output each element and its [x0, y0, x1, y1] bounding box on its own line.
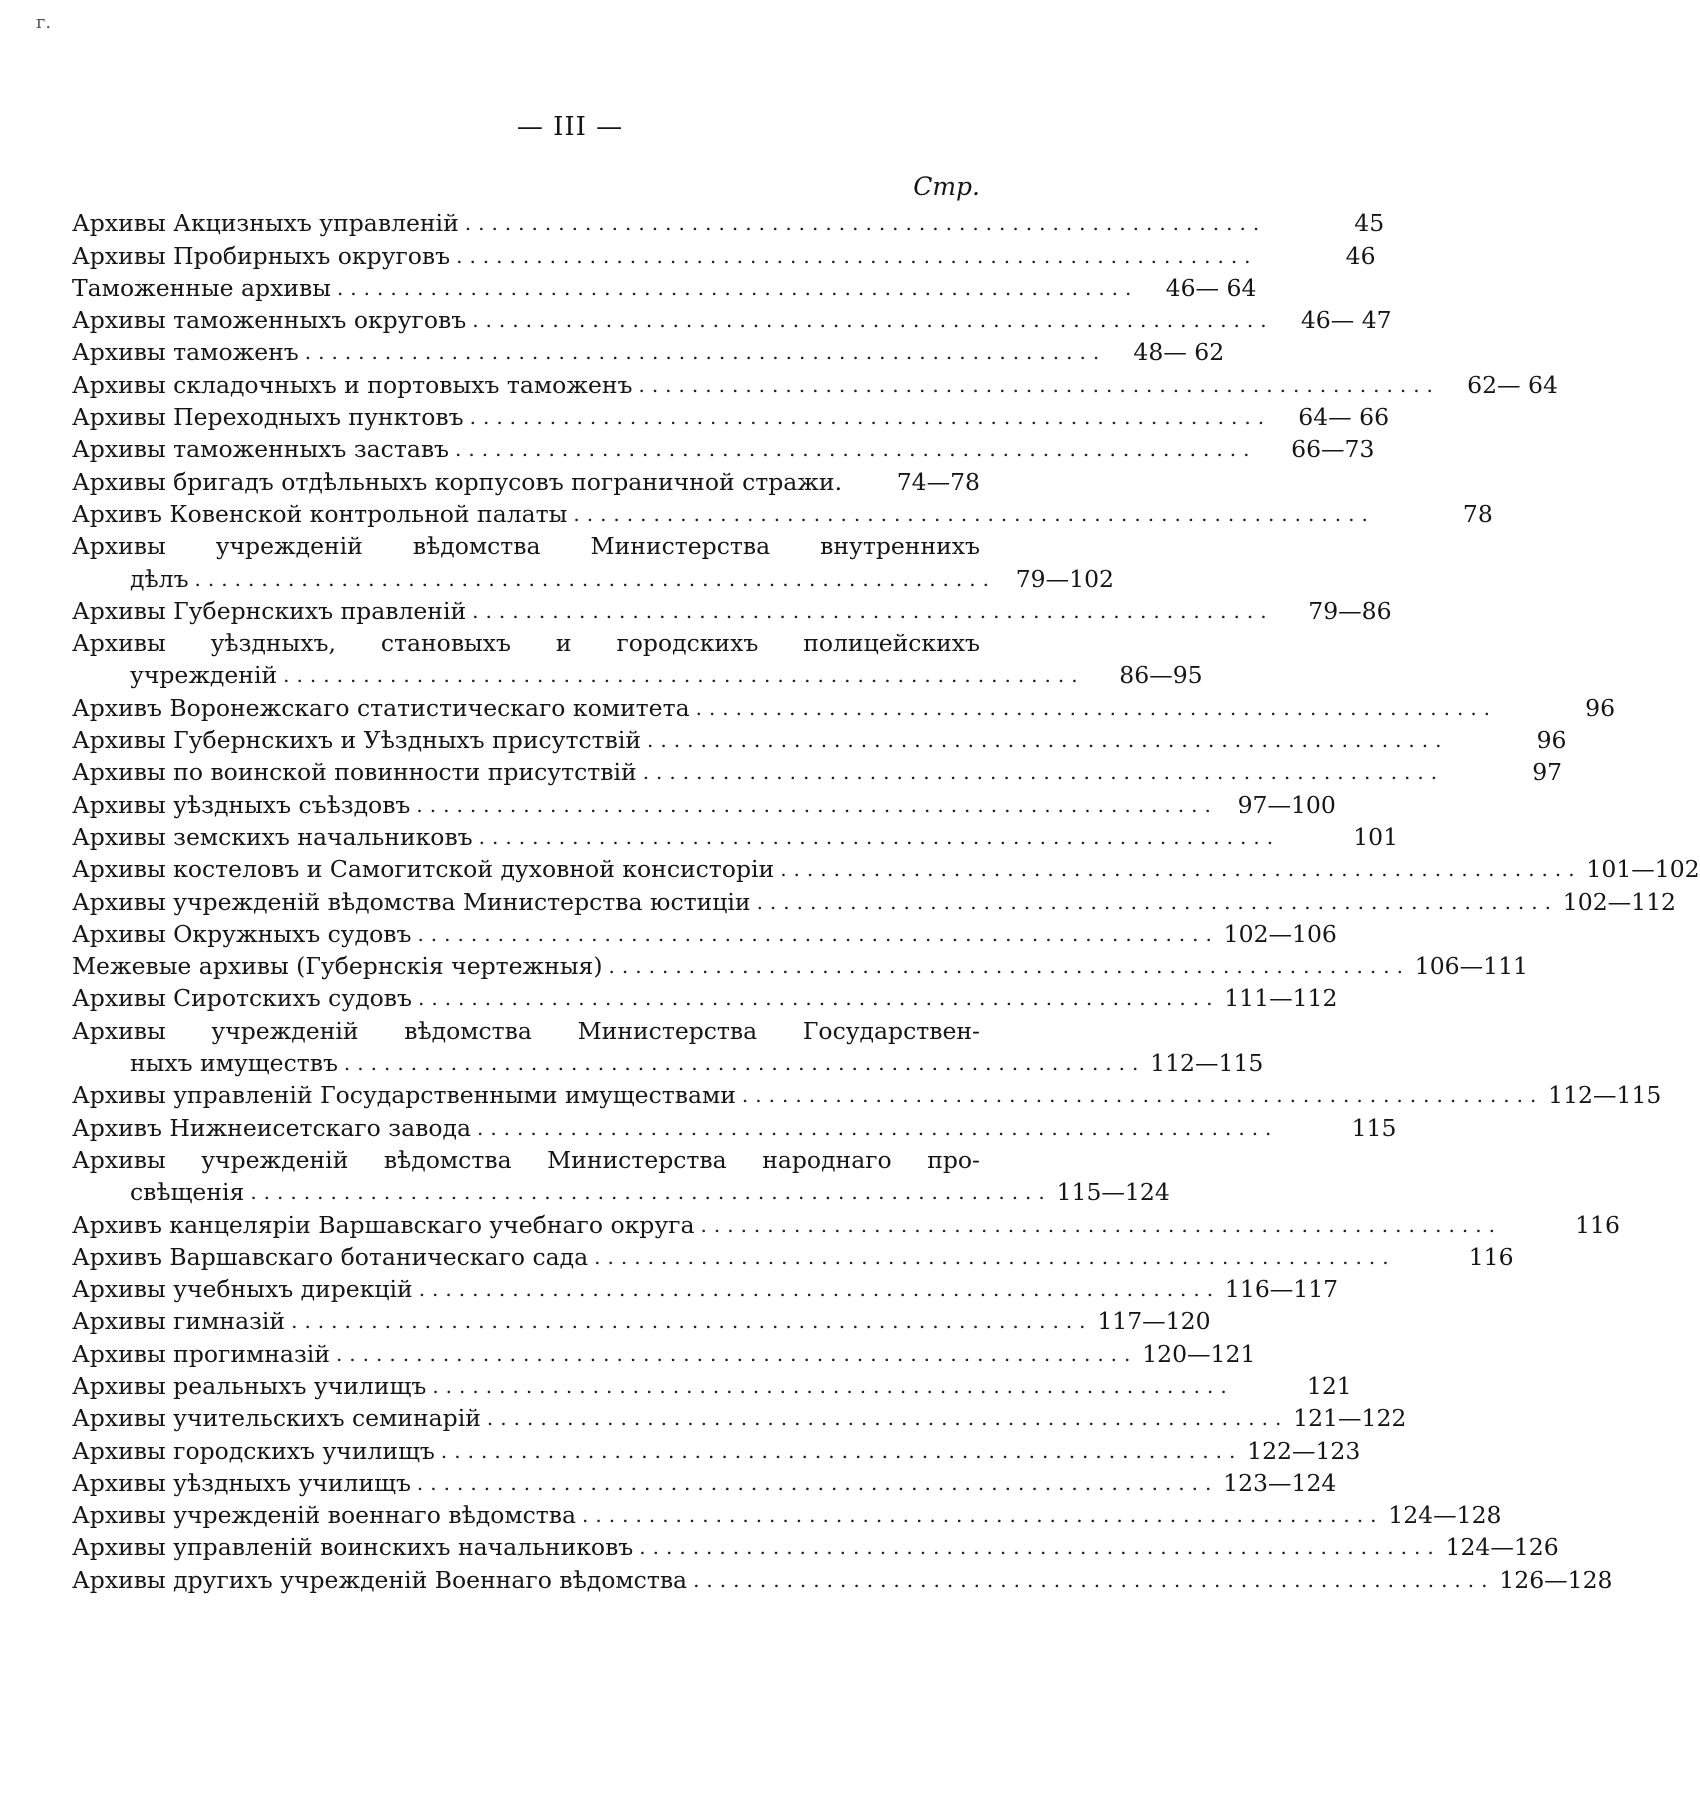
toc-entry [72, 1563, 1613, 1595]
toc-entry [72, 1079, 1662, 1111]
toc-entry [72, 1370, 1352, 1402]
toc-dot-leader: ............................................................ [756, 889, 1559, 914]
toc-entry-title: Архивы реальныхъ училищъ [72, 1371, 427, 1400]
toc-entry [72, 1305, 1211, 1337]
toc-dot-leader: ............................................................ [456, 243, 1258, 268]
toc-entry-title: Архивы гимназій [72, 1307, 286, 1336]
toc-entry-title: Архивъ канцеляріи Варшавскаго учебнаго округа [72, 1210, 695, 1239]
toc-entry [72, 368, 1558, 400]
toc-entry-pages: 121 [1306, 1371, 1352, 1400]
toc-entry [72, 1499, 1502, 1531]
toc-entry [72, 982, 1338, 1014]
toc-dot-leader: ............................................................ [304, 340, 1107, 365]
toc-entry-pages: 46 [1345, 241, 1376, 270]
toc-dot-leader: ............................................................ [455, 437, 1257, 462]
toc-entry [72, 1467, 1337, 1499]
toc-entry-pages: 64— 66 [1298, 403, 1390, 432]
toc-entry-pages: 97 [1532, 758, 1563, 787]
toc-entry-title: Архивы уѣздныхъ, становыхъ и городскихъ полицейскихъ [72, 629, 980, 658]
toc-dot-leader: ............................................................ [638, 372, 1440, 397]
toc-entry [72, 465, 980, 497]
toc-entry-title: свѣщенія [130, 1178, 245, 1207]
toc-entry-title: Архивы Губернскихъ и Уѣздныхъ присутствій [72, 726, 642, 755]
toc-entry-title: Архивы бригадъ отдѣльныхъ корпусовъ пограничной стражи. [72, 467, 843, 496]
toc-entry-title: Архивы Пробирныхъ округовъ [72, 241, 451, 270]
page-folio: — III — [516, 112, 624, 142]
toc-entry-pages: 112—115 [1150, 1049, 1264, 1078]
toc-entry-title: Архивъ Ковенской контрольной палаты [72, 499, 568, 528]
toc-dot-leader: ............................................................ [573, 501, 1375, 526]
toc-entry [72, 401, 1390, 433]
toc-dot-leader: ............................................................ [780, 857, 1582, 882]
toc-dot-leader: ............................................................ [642, 760, 1445, 785]
toc-entry-title: Межевые архивы (Губернскія чертежныя) [72, 952, 603, 981]
toc-entry-pages: 122—123 [1247, 1436, 1361, 1465]
toc-entry-pages: 115 [1351, 1113, 1397, 1142]
toc-dot-leader: ............................................................ [418, 1277, 1221, 1302]
toc-entry-title: Архивы складочныхъ и портовыхъ таможенъ [72, 370, 633, 399]
toc-entry [72, 1014, 980, 1046]
toc-entry-pages: 74—78 [896, 467, 980, 496]
toc-entry-pages: 116—117 [1224, 1275, 1339, 1304]
toc-dot-leader: ............................................................ [472, 308, 1274, 333]
toc-entry-pages: 79—102 [1015, 564, 1114, 593]
toc-entry-title: Архивы управленій Государственными имуществами [72, 1081, 736, 1110]
toc-entry-pages: 102—106 [1223, 919, 1337, 948]
toc-entry-pages: 117—120 [1097, 1307, 1211, 1336]
toc-entry-title: Архивы учрежденій вѣдомства Министерства внутреннихъ [72, 532, 980, 561]
page-column-header: Стр. [913, 172, 980, 201]
toc-entry-pages: 97—100 [1237, 790, 1336, 819]
table-of-contents [72, 207, 1700, 1596]
toc-entry-pages: 66—73 [1291, 435, 1375, 464]
toc-entry [72, 1144, 980, 1176]
toc-dot-leader: ............................................................ [476, 1115, 1279, 1140]
toc-dot-leader: ............................................................ [417, 921, 1219, 946]
toc-entry-title: Архивы земскихъ начальниковъ [72, 822, 473, 851]
toc-entry-title: Архивы городскихъ училищъ [72, 1436, 435, 1465]
toc-dot-leader: ............................................................ [695, 695, 1498, 720]
toc-entry-pages: 111—112 [1224, 984, 1338, 1013]
toc-entry [72, 1208, 1620, 1240]
toc-entry-title: Архивы Губернскихъ правленій [72, 596, 467, 625]
toc-entry-pages: 120—121 [1142, 1339, 1256, 1368]
toc-entry [72, 788, 1336, 820]
toc-entry [72, 918, 1337, 950]
toc-entry-title: Архивъ Нижнеисетскаго завода [72, 1113, 471, 1142]
toc-entry-title: Архивы Переходныхъ пунктовъ [72, 403, 464, 432]
toc-entry [72, 659, 1203, 691]
toc-dot-leader: ............................................................ [440, 1438, 1243, 1463]
toc-dot-leader: ............................................................ [250, 1180, 1052, 1205]
toc-entry-title: Архивы таможенныхъ заставъ [72, 435, 450, 464]
toc-entry [72, 1241, 1514, 1273]
toc-entry [72, 530, 980, 562]
toc-entry-pages: 62— 64 [1467, 370, 1558, 399]
toc-entry-title: Таможенные архивы [72, 273, 331, 302]
toc-entry [72, 595, 1392, 627]
toc-dot-leader: ............................................................ [472, 598, 1274, 623]
toc-dot-leader: ............................................................ [194, 566, 996, 591]
toc-entry [72, 627, 980, 659]
toc-entry-title: Архивы учрежденій вѣдомства Министерства юстиціи [72, 887, 751, 916]
toc-entry-pages: 48— 62 [1133, 338, 1225, 367]
toc-entry [72, 272, 1257, 304]
toc-entry [72, 821, 1399, 853]
toc-entry-pages: 46— 47 [1300, 306, 1392, 335]
toc-entry-title: Архивы Окружныхъ судовъ [72, 919, 412, 948]
toc-entry [72, 1337, 1256, 1369]
toc-entry [72, 950, 1528, 982]
toc-dot-leader: ............................................................ [700, 1212, 1502, 1237]
toc-dot-leader: ............................................................ [647, 728, 1449, 753]
toc-entry-pages: 106—111 [1414, 952, 1528, 981]
toc-entry-pages: 124—126 [1445, 1533, 1559, 1562]
toc-entry-pages: 102—112 [1562, 887, 1677, 916]
toc-entry-title: Архивы таможенныхъ округовъ [72, 306, 467, 335]
toc-entry-title: Архивы другихъ учрежденій Военнаго вѣдомства [72, 1565, 688, 1594]
toc-entry-pages: 46— 64 [1165, 273, 1257, 302]
toc-entry-pages: 115—124 [1056, 1178, 1170, 1207]
toc-entry-pages: 96 [1585, 693, 1616, 722]
toc-entry [72, 853, 1700, 885]
toc-entry [72, 304, 1392, 336]
toc-entry-title: Архивы Сиротскихъ судовъ [72, 984, 412, 1013]
toc-entry-pages: 45 [1354, 209, 1385, 238]
toc-dot-leader: ............................................................ [639, 1535, 1441, 1560]
toc-dot-leader: ............................................................ [693, 1567, 1495, 1592]
toc-entry-title: Архивы учрежденій вѣдомства Министерства Государствен- [72, 1016, 980, 1045]
toc-entry-title: Архивы учительскихъ семинарій [72, 1404, 481, 1433]
toc-entry [72, 1531, 1559, 1563]
toc-entry-title: учрежденій [130, 661, 278, 690]
toc-dot-leader: ............................................................ [464, 211, 1267, 236]
toc-entry-pages: 126—128 [1499, 1565, 1613, 1594]
toc-entry-title: Архивы управленій воинскихъ начальниковъ [72, 1533, 634, 1562]
toc-entry-title: Архивы по воинской повинности присутствій [72, 758, 637, 787]
toc-entry [72, 433, 1375, 465]
toc-entry [72, 1273, 1339, 1305]
toc-entry [72, 1047, 1264, 1079]
toc-dot-leader: ............................................................ [432, 1373, 1234, 1398]
toc-entry-title: Архивы прогимназій [72, 1339, 330, 1368]
toc-entry-pages: 124—128 [1388, 1501, 1502, 1530]
toc-entry [72, 1402, 1407, 1434]
toc-entry-title: Архивъ Варшавскаго ботаническаго сада [72, 1242, 589, 1271]
toc-dot-leader: ............................................................ [478, 824, 1281, 849]
toc-entry-title: Архивы таможенъ [72, 338, 299, 367]
toc-dot-leader: ............................................................ [416, 792, 1218, 817]
toc-entry-pages: 116 [1468, 1242, 1514, 1271]
toc-dot-leader: ............................................................ [741, 1083, 1544, 1108]
toc-entry-pages: 79—86 [1308, 596, 1392, 625]
toc-entry-title: дѣлъ [130, 564, 189, 593]
toc-dot-leader: ............................................................ [335, 1341, 1138, 1366]
toc-entry [72, 207, 1385, 239]
toc-entry [72, 239, 1376, 271]
corner-mark: г. [36, 12, 52, 33]
toc-entry-pages: 96 [1536, 726, 1567, 755]
toc-entry-title: Архивъ Воронежскаго статистическаго комитета [72, 693, 690, 722]
toc-entry-title: Архивы Акцизныхъ управленій [72, 209, 459, 238]
toc-entry-title: Архивы учебныхъ дирекцій [72, 1275, 413, 1304]
toc-entry-pages: 112—115 [1548, 1081, 1662, 1110]
toc-entry-title: Архивы костеловъ и Самогитской духовной консисторіи [72, 855, 775, 884]
toc-entry-pages: 121—122 [1293, 1404, 1407, 1433]
toc-dot-leader: ............................................................ [582, 1503, 1384, 1528]
toc-entry-title: Архивы учрежденій вѣдомства Министерства народнаго про- [72, 1145, 980, 1174]
toc-entry-pages: 123—124 [1223, 1468, 1337, 1497]
toc-entry-title: Архивы учрежденій военнаго вѣдомства [72, 1501, 577, 1530]
toc-dot-leader: ............................................................ [469, 405, 1272, 430]
toc-entry-title: ныхъ имуществъ [130, 1049, 338, 1078]
toc-dot-leader: ............................................................ [608, 954, 1410, 979]
toc-entry [72, 1111, 1397, 1143]
toc-dot-leader: ............................................................ [417, 986, 1220, 1011]
toc-entry-pages: 86—95 [1119, 661, 1203, 690]
toc-entry [72, 562, 1114, 594]
toc-entry-pages: 101—102 [1586, 855, 1700, 884]
toc-entry [72, 1176, 1170, 1208]
toc-entry [72, 336, 1225, 368]
toc-dot-leader: ............................................................ [486, 1406, 1289, 1431]
toc-dot-leader: ............................................................ [291, 1309, 1093, 1334]
toc-dot-leader: ............................................................ [416, 1470, 1219, 1495]
toc-entry [72, 1434, 1361, 1466]
toc-entry-pages: 116 [1575, 1210, 1620, 1239]
toc-entry-pages: 78 [1462, 499, 1493, 528]
toc-dot-leader: ............................................................ [594, 1244, 1396, 1269]
toc-entry-title: Архивы уѣздныхъ училищъ [72, 1468, 411, 1497]
toc-entry-pages: 101 [1353, 822, 1399, 851]
toc-dot-leader: ............................................................ [343, 1051, 1146, 1076]
toc-entry-title: Архивы уѣздныхъ съѣздовъ [72, 790, 411, 819]
toc-entry [72, 498, 1493, 530]
toc-entry [72, 885, 1677, 917]
toc-entry [72, 691, 1616, 723]
toc-dot-leader: ............................................................ [283, 663, 1085, 688]
toc-entry [72, 724, 1567, 756]
toc-dot-leader: ............................................................ [336, 275, 1139, 300]
toc-entry [72, 756, 1563, 788]
